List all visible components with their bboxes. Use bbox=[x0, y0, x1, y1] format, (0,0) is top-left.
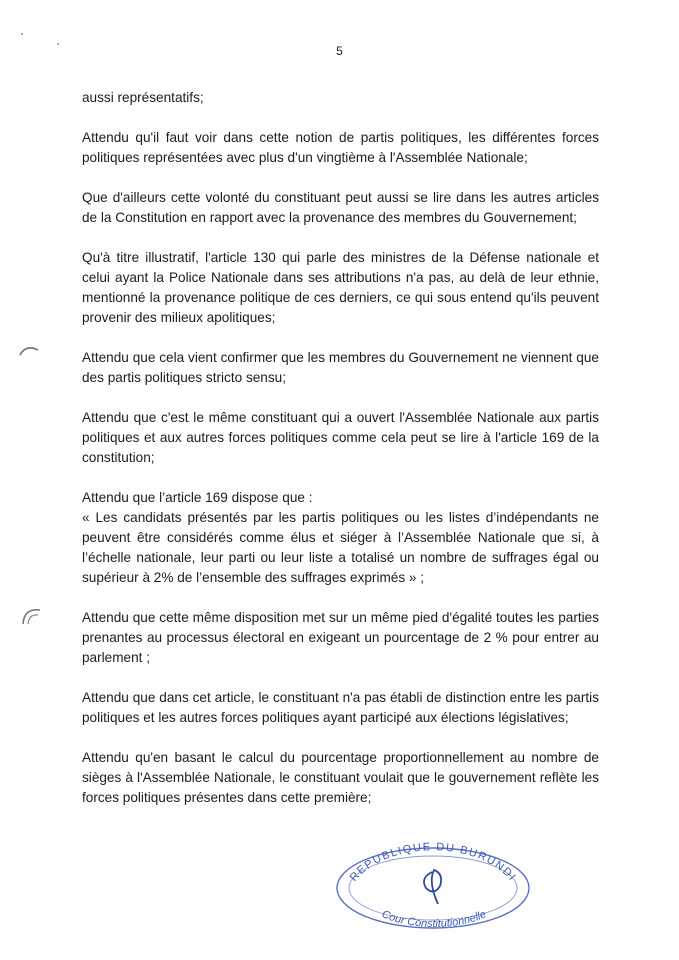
paragraph: Attendu que c'est le même constituant qui a ouvert l'Assemblée Nationale aux partis politiques et aux autres forces politiques comme cela peut se lire à l'article 169 de la constitution; bbox=[82, 410, 599, 465]
article-169-quote: « Les candidats présentés par les partis politiques ou les listes d’indépendants ne peuvent être considérés comme élus et siéger à l’Assemblée Nationale que si, à l’échelle nationale, leur parti ou leur liste a totalisé un nombre de suffrages égal ou supérieur à 2% de l’ensemble des suffrages exprimés » ; bbox=[82, 510, 599, 585]
page-number: 5 bbox=[336, 44, 343, 58]
stamp-signature bbox=[424, 870, 441, 904]
paragraph: Que d'ailleurs cette volonté du constituant peut aussi se lire dans les autres articles de la Constitution en rapport avec la provenance des membres du Gouvernement; bbox=[82, 190, 599, 225]
court-stamp bbox=[328, 826, 538, 934]
paragraph: Attendu que l’article 169 dispose que : bbox=[82, 490, 313, 505]
document-body bbox=[82, 88, 599, 808]
binder-hole-mark-top bbox=[18, 342, 42, 358]
binder-hole-mark-bottom bbox=[20, 604, 44, 628]
paragraph: Attendu que cela vient confirmer que les membres du Gouvernement ne viennent que des partis politiques stricto sensu; bbox=[82, 350, 599, 385]
paragraph: Attendu qu'il faut voir dans cette notion de partis politiques, les différentes forces politiques représentées avec plus d'un vingtième à l'Assemblée Nationale; bbox=[82, 130, 599, 165]
stamp-bottom-text: Cour Constitutionnelle bbox=[380, 908, 489, 931]
paragraph: Attendu que dans cet article, le constituant n'a pas établi de distinction entre les partis politiques et les autres forces politiques ayant participé aux élections législatives; bbox=[82, 690, 599, 725]
paragraph: Qu'à titre illustratif, l'article 130 qui parle des ministres de la Défense nationale et celui ayant la Police Nationale dans ses attributions n'a pas, au delà de leur ethnie, mentionné la provenance politique de ces derniers, ce qui sous entend qu'ils peuvent provenir des milieux apolitiques; bbox=[82, 250, 599, 325]
scan-dots bbox=[18, 30, 78, 60]
stamp-top-text: REPUBLIQUE DU BURUNDI bbox=[347, 841, 519, 884]
paragraph: Attendu que cette même disposition met sur un même pied d'égalité toutes les parties prenantes au processus électoral en exigeant un pourcentage de 2 % pour entrer au parlement ; bbox=[82, 610, 599, 665]
paragraph: aussi représentatifs; bbox=[82, 90, 204, 105]
paragraph: Attendu qu'en basant le calcul du pourcentage proportionnellement au nombre de sièges à l'Assemblée Nationale, le constituant voulait que le gouvernement reflète les forces politiques présentes dans cette première; bbox=[82, 750, 599, 805]
